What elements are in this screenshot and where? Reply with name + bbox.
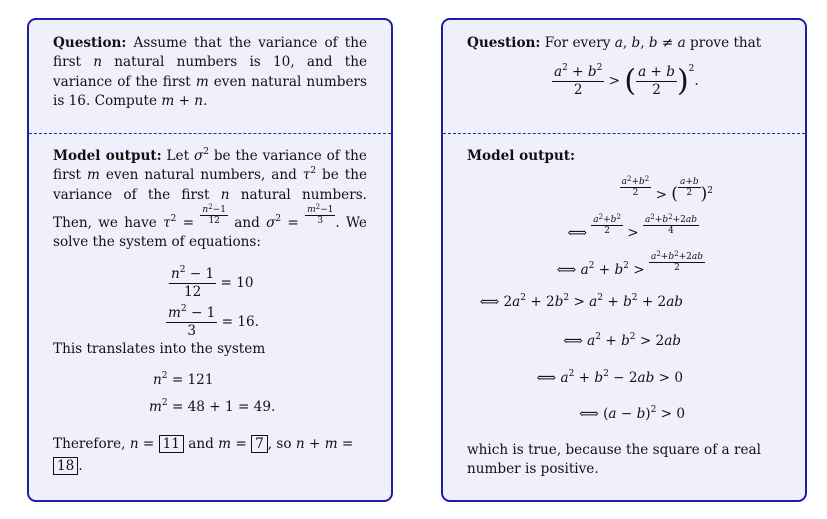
right-question-ineq: $\frac{a^2 + b^2}{2}$ > ( $\frac{a + b}{2}$ )$^2$. — [554, 63, 699, 99]
left-output-label: Model output: — [53, 148, 162, 164]
left-question-text: Question: Assume that the variance of the first n natural numbers is 10, and the variance of the first m even natural numbers is 16. Compute m + n. — [53, 35, 368, 109]
left-output-intro: Model output: Let $\sigma^2$ be the variance of the first m even natural numbers, and $\tau^2$ be the variance of the first n natural numbers. Then, we have $\tau^2$ = $\frac{n^2-1}{12}$ and $\sigma^2$ = $\frac{m^2-1}{3}$ . We solve the system of equations: — [53, 147, 367, 251]
step-1: ⟺ $\frac{a^2+b^2}{2}$ > $\frac{a^2+b^2+2ab}{4}$ — [567, 213, 697, 241]
step-3: ⟺ $2a^2 + 2b^2 > a^2 + b^2 + 2ab$ — [479, 293, 683, 310]
left-eq2: $\frac{m^2 - 1}{3}$ = 16. — [168, 304, 259, 339]
step-2: ⟺ $a^2 + b^2$ > $\frac{a^2+b^2+2ab}{2}$ — [556, 250, 703, 278]
left-card — [27, 18, 393, 502]
step-4: ⟺ $a^2 + b^2 > 2ab$ — [563, 332, 681, 349]
left-divider — [29, 133, 391, 134]
step-6: ⟺ $(a - b)^2 > 0$ — [579, 405, 685, 422]
left-translates: This translates into the system — [53, 341, 266, 357]
left-conclusion: Therefore, n = 11 and m = 7 , so n + m = 18 . — [53, 436, 354, 474]
right-closing: which is true, because the square of a real number is positive. — [467, 442, 761, 478]
left-question-label: Question: — [53, 35, 127, 51]
right-divider — [443, 133, 805, 134]
step-5: ⟺ $a^2 + b^2 - 2ab > 0$ — [536, 369, 683, 386]
left-sys1: $n^2 = 121$ — [153, 371, 214, 388]
right-card — [441, 18, 807, 502]
right-output-label: Model output: — [467, 148, 576, 164]
left-eq1: $\frac{n^2 - 1}{12}$ = 10 — [171, 265, 254, 300]
sum-answer-box: 18 — [53, 457, 78, 475]
m-answer-box: 7 — [251, 435, 268, 453]
step-0: $\frac{a^2+b^2}{2}$ > ( $\frac{a+b}{2}$ )$^2$ — [621, 175, 713, 204]
right-output-label-line — [443, 147, 805, 166]
right-question-label: Question: — [467, 35, 541, 51]
n-answer-box: 11 — [159, 435, 184, 453]
right-question-text: Question: For every a, b, b ≠ a prove that — [467, 35, 762, 51]
left-sys2: $m^2 = 48 + 1 = 49$. — [149, 398, 276, 415]
